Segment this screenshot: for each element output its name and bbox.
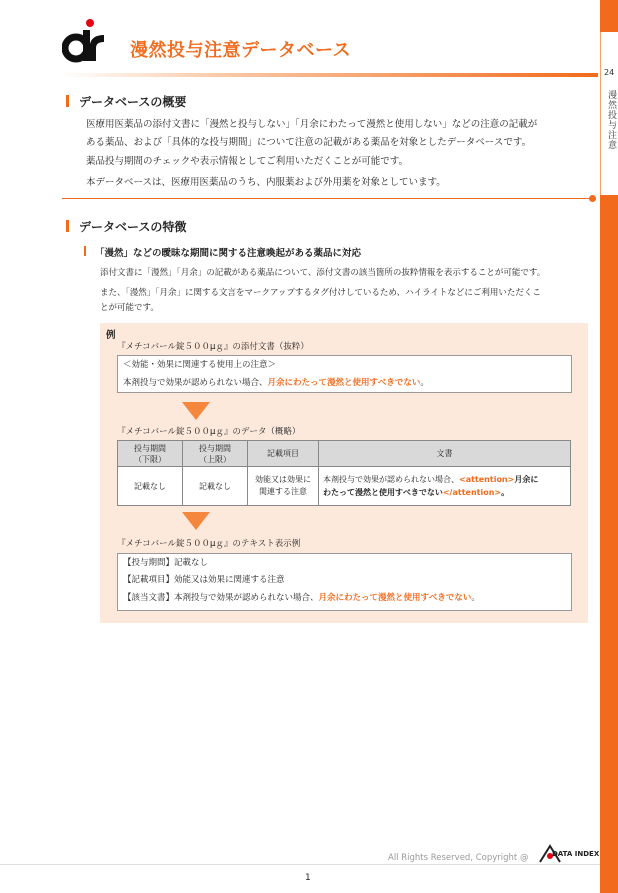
attention-open-tag: <attention> [459, 475, 515, 484]
section-marker [66, 220, 69, 232]
table-header: 投与期間 （上限） [183, 441, 248, 467]
down-arrow-icon [182, 402, 210, 420]
table-cell-doc [319, 467, 571, 506]
features-heading: データベースの特徴 [79, 220, 187, 234]
side-label: 漫然投与注意 [606, 90, 616, 150]
text-highlight: 月余にわたって漫然と使用すべきでない [318, 593, 472, 603]
copyright-text: All Rights Reserved, Copyright @ [388, 853, 529, 863]
doc-end: 。 [501, 488, 510, 497]
table-header: 投与期間 （下限） [118, 441, 183, 467]
doc-text: 本剤投与で効果が認められない場合、 [323, 475, 459, 484]
title-underline [60, 73, 598, 77]
side-page-number: 24 [604, 68, 615, 77]
overview-line: ある薬品、および「具体的な投与期間」について注意の記載がある薬品を対象としたデータベースです。 [86, 137, 532, 148]
data-table [117, 440, 571, 506]
dr-logo [62, 18, 106, 64]
excerpt-line: ＜効能・効果に関連する使用上の注意＞ [123, 360, 277, 370]
footer-page-number: 1 [305, 873, 311, 883]
features-subheading: 「漫然」などの曖昧な期間に関する注意喚起がある薬品に対応 [95, 248, 362, 259]
side-tab-line [600, 32, 601, 195]
footer-rule [0, 864, 600, 865]
excerpt-end: 。 [420, 378, 429, 388]
doc-bold-text: 月余に わたって漫然と使用すべきでない [323, 475, 539, 497]
section-marker [66, 95, 69, 107]
data-index-logo [538, 844, 598, 866]
logo-text: DATA INDEX [552, 850, 600, 858]
side-tab-bottom [600, 195, 618, 893]
page-title: 漫然投与注意データベース [130, 40, 352, 61]
table-cell: 記載なし [183, 467, 248, 506]
subsection-marker [84, 246, 86, 256]
excerpt-highlight: 月余にわたって漫然と使用すべきでない [267, 378, 421, 388]
table-cell: 効能又は効果に 関連する注意 [248, 467, 319, 506]
side-tab-top [600, 0, 618, 32]
excerpt-line [123, 375, 429, 392]
table-cell: 記載なし [118, 467, 183, 506]
table-row [118, 467, 571, 506]
text-line [123, 590, 480, 607]
text-line: 【投与期間】記載なし [123, 558, 209, 568]
features-line: 添付文書に「漫然」「月余」の記載がある薬品について、添付文書の該当箇所の抜粋情報を表示することが可能です。 [100, 268, 546, 278]
features-line: また、「漫然」「月余」に関する文言をマークアップするタグ付けしているため、ハイライトなどにご利用いただくこ [100, 288, 541, 298]
attention-close-tag: </attention> [442, 488, 502, 497]
text-display-box [117, 553, 572, 611]
example-label: 例 [106, 330, 116, 341]
text-plain: 【該当文書】本剤投与で効果が認められない場合、 [123, 593, 319, 603]
features-line: とが可能です。 [100, 303, 159, 313]
divider-dot [589, 195, 596, 202]
overview-line: 薬品投与期間のチェックや表示情報としてご利用いただくことが可能です。 [86, 156, 408, 167]
excerpt-title: 『メチコバール錠５００μｇ』の添付文書（抜粋） [117, 342, 309, 352]
down-arrow-icon [182, 512, 210, 530]
overview-heading: データベースの概要 [79, 95, 187, 109]
text-end: 。 [471, 593, 480, 603]
section-divider [62, 198, 596, 199]
excerpt-text: 本剤投与で効果が認められない場合、 [123, 378, 268, 388]
table-header-row [118, 441, 571, 467]
overview-line: 医療用医薬品の添付文書に「漫然と投与しない」「月余にわたって漫然と使用しない」などの注意の記載が [86, 119, 538, 130]
text-title: 『メチコバール錠５００μｇ』のテキスト表示例 [117, 539, 301, 549]
excerpt-box [117, 355, 572, 393]
data-title: 『メチコバール錠５００μｇ』のデータ（概略） [117, 427, 301, 437]
overview-line: 本データベースは、医療用医薬品のうち、内服薬および外用薬を対象としています。 [86, 177, 446, 188]
table-header: 文書 [319, 441, 571, 467]
table-header: 記載項目 [248, 441, 319, 467]
text-line: 【記載項目】効能又は効果に関連する注意 [123, 575, 285, 585]
